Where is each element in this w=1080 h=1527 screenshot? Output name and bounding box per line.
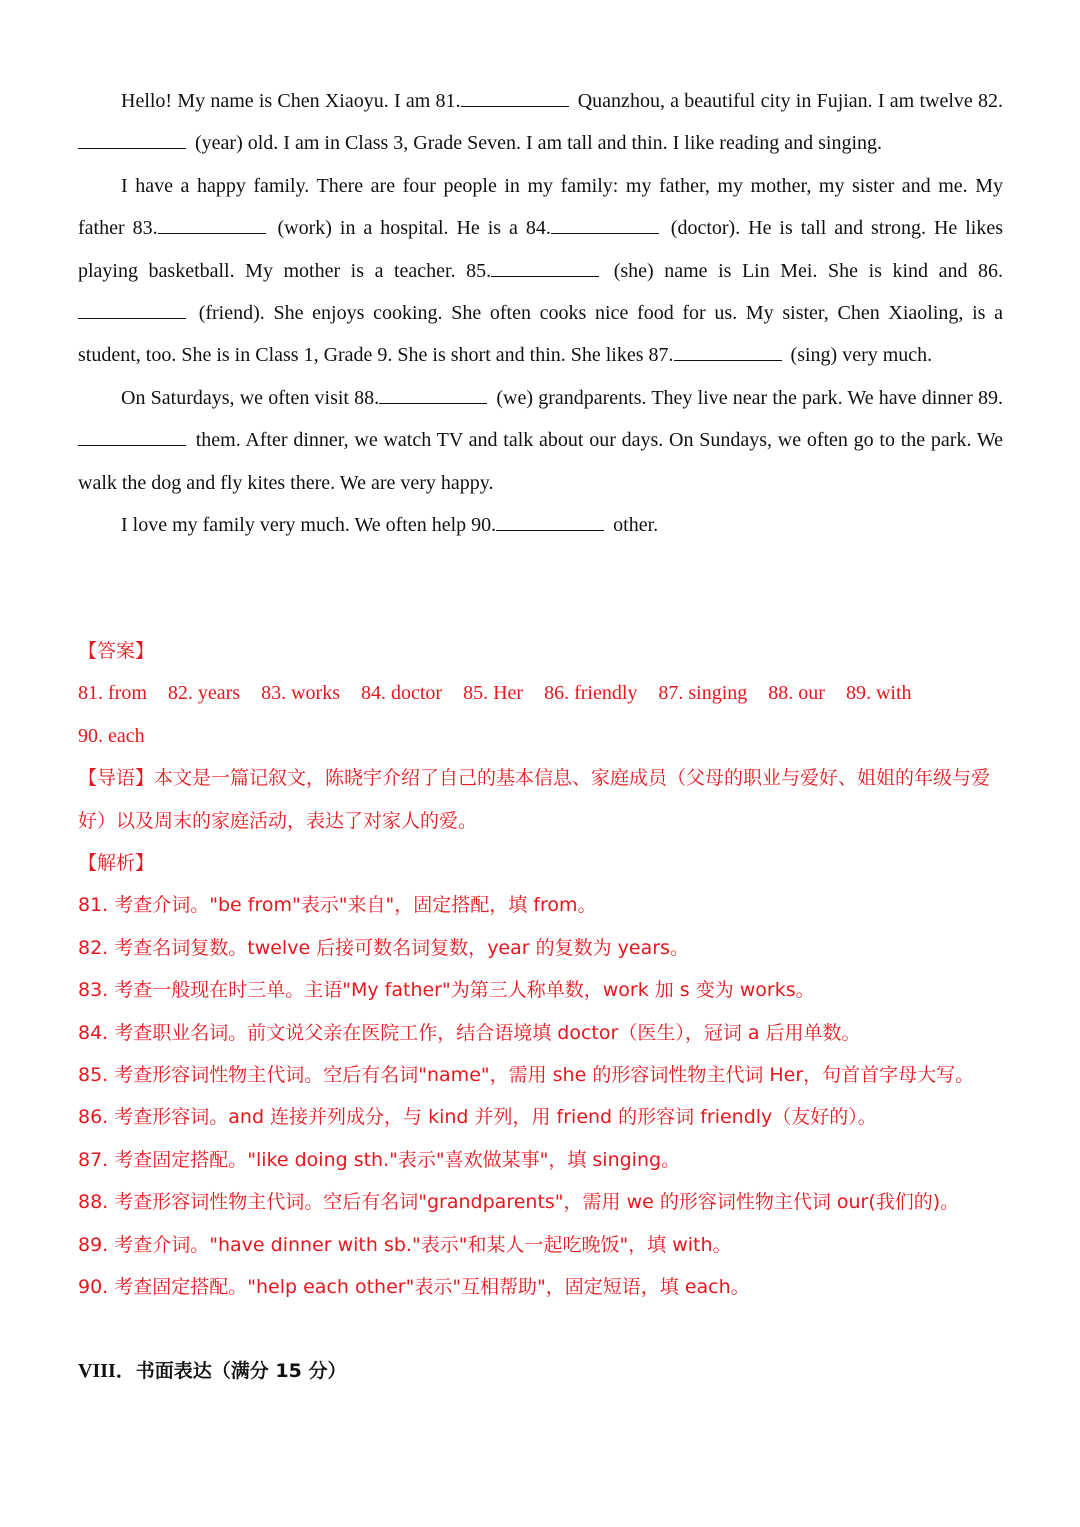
guide-block [78,757,1003,842]
answer-item: 89. with [845,682,912,705]
answer-item: 85. Her [463,682,524,705]
text-segment: (doctor). He is tall and strong. He likes playing basketball. My mother is a teacher. 85. [78,217,1003,282]
text-segment: Quanzhou, a beautiful city in Fujian. I am twelve 82. [572,90,1003,112]
blank-89 [78,428,186,446]
explanation-item: 87. 考查固定搭配。"like doing sth."表示"喜欢做某事"，填 singing。 [78,1148,681,1171]
blank-81 [461,89,569,107]
text-segment: (year) old. I am in Class 3, Grade Seven. I am tall and thin. I like reading and singing. [190,132,883,155]
text-segment: (work) in a hospital. He is a 84. [269,217,551,240]
analysis-heading: 【解析】 [78,851,155,874]
section-number: VIII． [78,1360,136,1382]
answer-item: 88. our [768,682,825,705]
paragraph-3 [78,377,1003,504]
text-segment: (sing) very much. [785,344,933,367]
explanation-list [78,884,1003,1308]
blank-83 [158,216,266,234]
explanation-item: 81. 考查介词。"be from"表示"来自"，固定搭配，填 from。 [78,894,597,917]
blank-88 [379,386,487,404]
section-title-text: 书面表达（满分 15 分） [135,1360,347,1382]
text-segment: On Saturdays, we often visit 88. [121,386,380,409]
text-segment: other. [608,514,659,537]
answer-item: 90. each [78,724,145,747]
answer-row-2 [78,715,1003,757]
blank-82 [78,131,186,149]
explanation-item: 88. 考查形容词性物主代词。空后有名词"grandparents"，需用 we 的形容词性物主代词 our(我们的)。 [78,1191,960,1214]
guide-text: 本文是一篇记叙文，陈晓宇介绍了自己的基本信息、家庭成员（父母的职业与爱好、姐姐的年级与爱好）以及周末的家庭活动，表达了对家人的爱。 [78,767,991,832]
paragraph-4 [78,504,1003,546]
blank-85 [491,259,599,277]
explanation-item: 89. 考查介词。"have dinner with sb."表示"和某人一起吃晚饭"，填 with。 [78,1233,732,1256]
text-segment: (she) name is Lin Mei. She is kind and 86. [603,259,1003,282]
answer-section [78,630,1003,1308]
section-title [78,1350,346,1392]
explanation-item: 84. 考查职业名词。前文说父亲在医院工作，结合语境填 doctor（医生），冠词 a 后用单数。 [78,1021,861,1044]
explanation-item: 86. 考查形容词。and 连接并列成分，与 kind 并列，用 friend 的形容词 friendly（友好的）。 [78,1106,877,1129]
answer-item: 86. friendly [544,682,638,705]
text-segment: (friend). She enjoys cooking. She often cooks nice food for us. My sister, Chen Xiaoling, is a student, too. She is in Class 1, Grade 9. She is short and thin. She likes 87. [78,302,1003,367]
text-segment: them. After dinner, we watch TV and talk about our days. On Sundays, we often go to the park. We walk the dog and fly kites there. We are very happy. [78,429,1003,494]
explanation-item: 90. 考查固定搭配。"help each other"表示"互相帮助"，固定短语，填 each。 [78,1276,750,1299]
explanation-item: 85. 考查形容词性物主代词。空后有名词"name"，需用 she 的形容词性物主代词 Her，句首首字母大写。 [78,1064,975,1086]
explanation-item: 83. 考查一般现在时三单。主语"My father"为第三人称单数，work 加 s 变为 works。 [78,979,815,1002]
blank-87 [674,343,782,361]
text-segment: I have a happy family. There are four people in my family: my father, my mother, my sister and me. My father 83. [78,174,1003,240]
blank-90 [496,513,604,531]
guide-heading: 【导语】 [78,767,155,790]
answer-item: 84. doctor [360,682,443,705]
text-segment: I love my family very much. We often help 90. [121,514,497,537]
answer-row-1 [78,672,1003,714]
answer-heading: 【答案】 [78,640,155,662]
paragraph-2 [78,165,1003,377]
blank-84 [551,216,659,234]
answer-item: 87. singing [658,682,748,705]
blank-86 [78,301,186,319]
cloze-passage [78,80,1003,546]
text-segment: (we) grandparents. They live near the park. We have dinner 89. [491,386,1003,409]
paragraph-1 [78,80,1003,165]
answer-list [78,672,1003,757]
answer-item: 82. years [167,682,241,705]
answer-item: 83. works [261,682,340,705]
answer-item: 81. from [78,682,147,705]
text-segment: Hello! My name is Chen Xiaoyu. I am 81. [121,90,461,112]
explanation-item: 82. 考查名词复数。twelve 后接可数名词复数，year 的复数为 years。 [78,936,689,959]
